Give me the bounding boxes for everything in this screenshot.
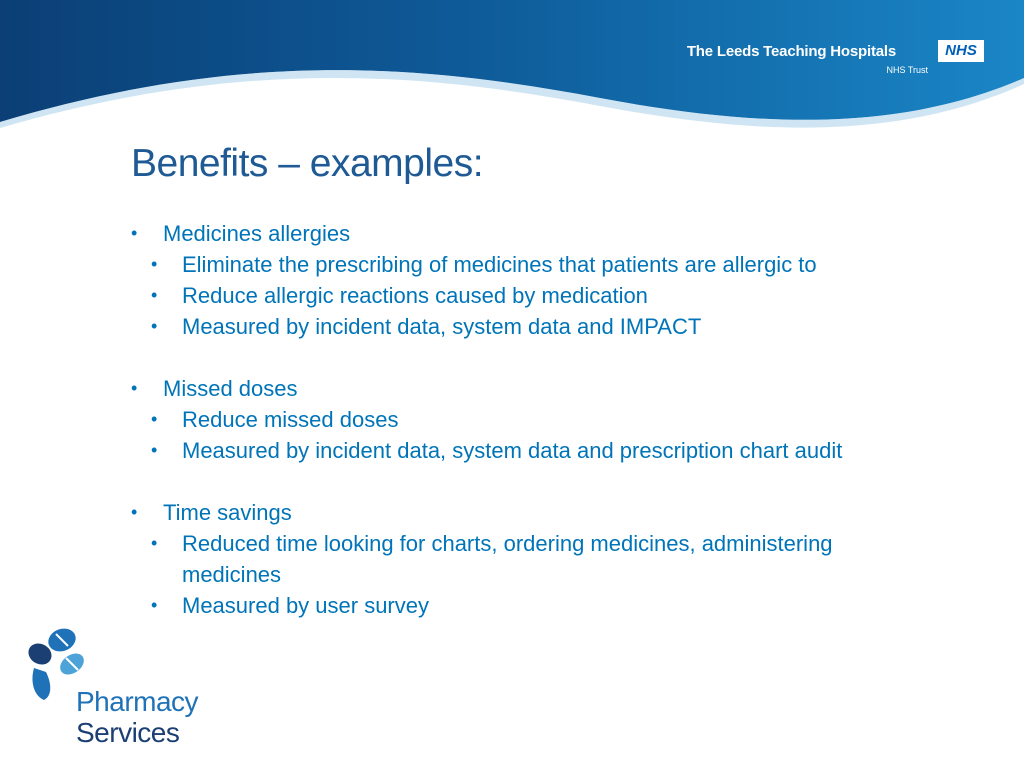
bullet-item: [131, 218, 891, 342]
sub-bullet-item: • Reduce allergic reactions caused by medication: [131, 280, 891, 311]
pharmacy-services-logo: [22, 626, 222, 756]
sub-bullet-item: • Reduced time looking for charts, ordering medicines, administering medicines: [131, 528, 891, 590]
trust-name: The Leeds Teaching Hospitals: [686, 43, 896, 60]
bullet-list: [131, 218, 891, 621]
bullet-item: [131, 373, 891, 466]
sub-bullet-item: • Reduce missed doses: [131, 404, 891, 435]
bullet-label: Medicines allergies: [163, 221, 351, 246]
trust-logo: [686, 40, 984, 80]
sub-bullet-item: • Measured by user survey: [131, 590, 891, 621]
nhs-trust-label: NHS Trust: [886, 65, 928, 75]
sub-bullet-item: • Measured by incident data, system data and prescription chart audit: [131, 435, 891, 466]
sub-bullet-list: [131, 528, 891, 621]
sub-bullet-list: [131, 404, 891, 466]
bullet-label: Missed doses: [163, 376, 298, 401]
slide-content: [131, 218, 891, 621]
nhs-badge: NHS: [938, 40, 984, 62]
sub-bullet-list: [131, 249, 891, 342]
slide-title: Benefits – examples:: [131, 142, 484, 185]
sub-bullet-item: • Measured by incident data, system data and IMPACT: [131, 311, 891, 342]
sub-bullet-item: • Eliminate the prescribing of medicines that patients are allergic to: [131, 249, 891, 280]
bullet-item: [131, 497, 891, 621]
services-label: Services: [76, 717, 180, 748]
bullet-label: Time savings: [163, 500, 292, 525]
pharmacy-label: Pharmacy: [76, 686, 199, 717]
